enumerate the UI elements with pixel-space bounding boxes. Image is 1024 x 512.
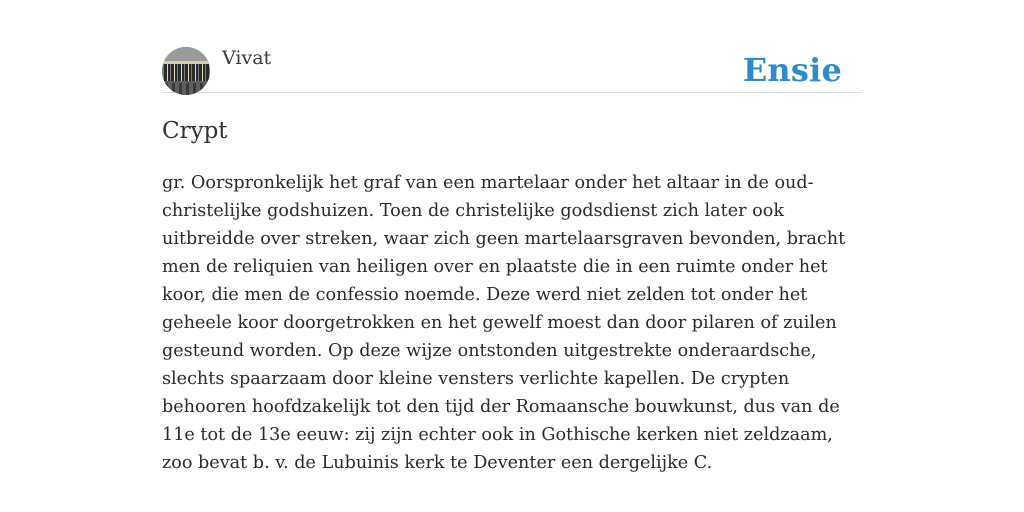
page-title: Crypt	[162, 118, 228, 144]
entry-body: gr. Oorspronkelijk het graf van een martelaar onder het altaar in de oud-christelijke godshuizen. Toen de christelijke godsdienst zich later ook uitbreidde over streken, waar zich geen martelaarsgraven bevonden, bracht men de reliquien van heiligen over en plaatste die in een ruimte onder het koor, die men de confessio noemde. Deze werd niet zelden tot onder het geheele koor doorgetrokken en het gewelf moest dan door pilaren of zuilen gesteund worden. Op deze wijze ontstonden uitgestrekte onderaardsche, slechts spaarzaam door kleine vensters verlichte kapellen. De crypten behooren hoofdzakelijk tot den tijd der Romaansche bouwkunst, dus van de 11e tot de 13e eeuw: zij zijn echter ook in Gothische kerken niet zeldzaam, zoo bevat b. v. de Lubuinis kerk te Deventer een dergelijke C.	[162, 173, 846, 473]
brand-logo[interactable]: Ensie	[742, 51, 842, 89]
entry-header	[162, 0, 862, 93]
entry-card	[162, 0, 862, 473]
avatar[interactable]	[162, 47, 210, 95]
bookshelf-avatar-icon	[162, 47, 210, 95]
author-name[interactable]: Vivat	[222, 47, 272, 69]
